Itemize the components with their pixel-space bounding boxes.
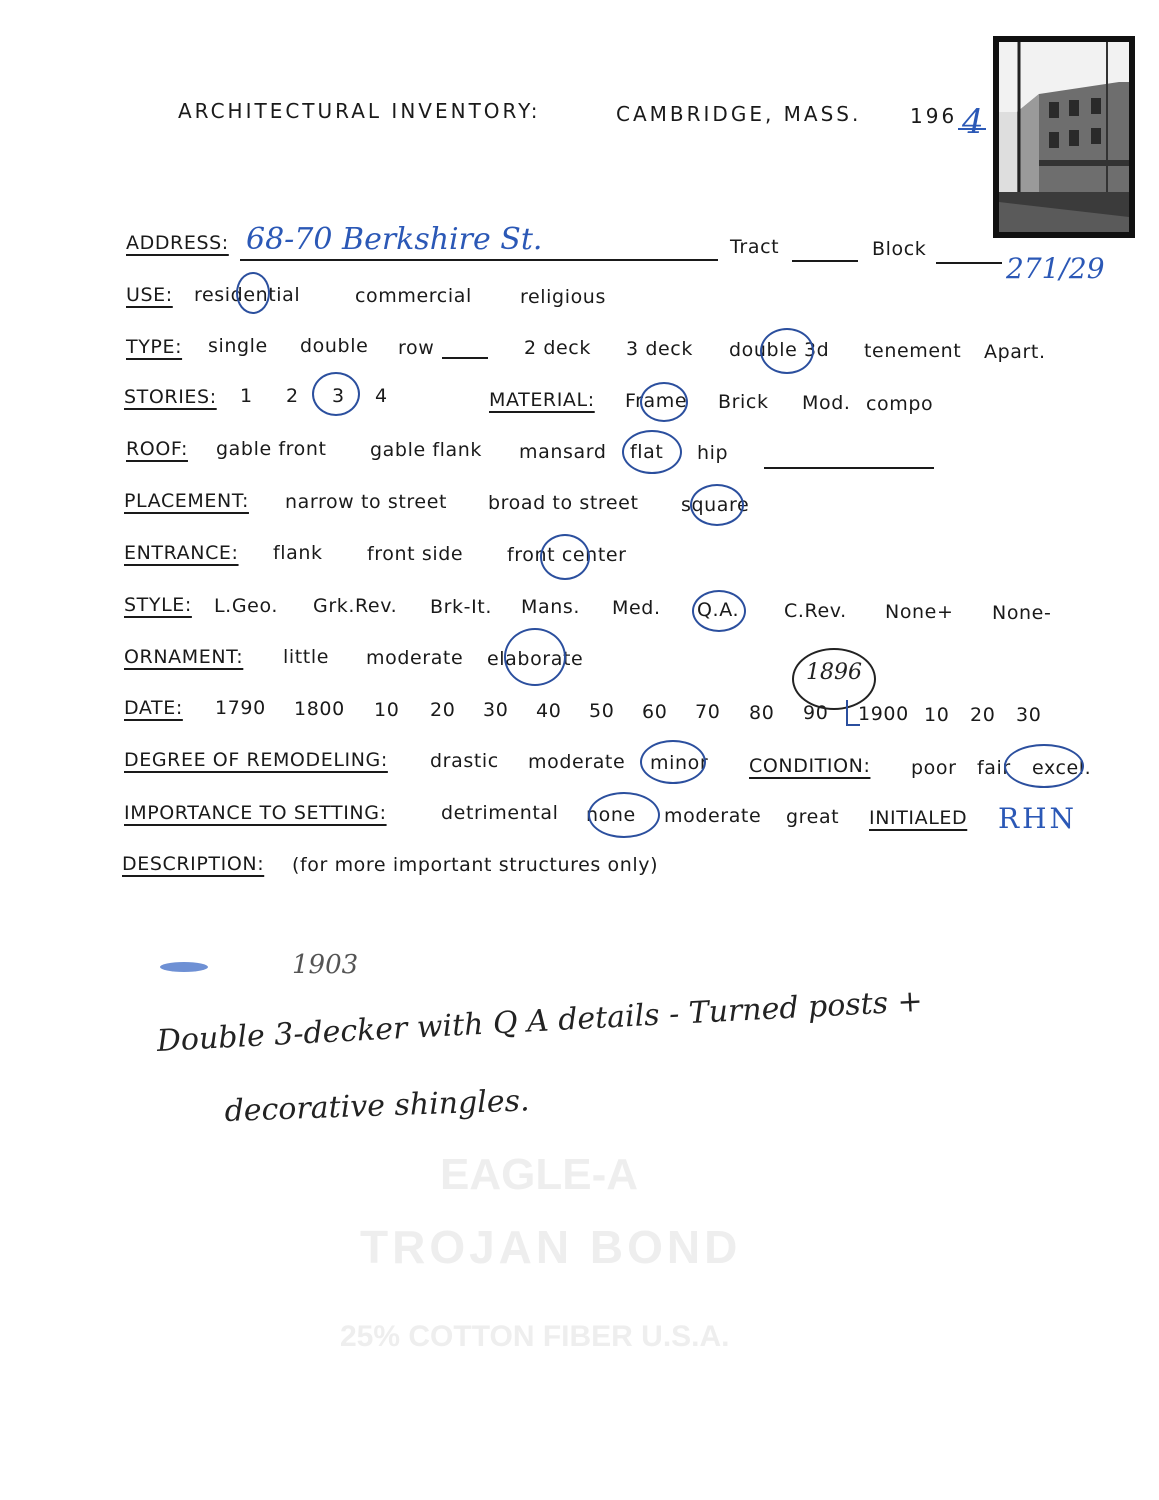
use-option-religious: religious (520, 286, 606, 308)
style-label: STYLE: (124, 594, 192, 616)
remodeling-label: DEGREE OF REMODELING: (124, 749, 388, 771)
remodeling-option-minor: minor (650, 752, 709, 774)
remodeling-selection-circle (640, 740, 709, 784)
initialed-label: INITIALED (869, 807, 968, 829)
tract-label: Tract (730, 236, 780, 258)
stories-label: STORIES: (124, 386, 217, 408)
ornament-option-little: little (283, 646, 330, 668)
block-value: 271/29 (1006, 252, 1105, 285)
placement-label: PLACEMENT: (124, 490, 249, 512)
date-label: DATE: (124, 697, 183, 719)
form-title: ARCHITECTURAL INVENTORY: (178, 99, 541, 123)
use-selection-circle (236, 272, 270, 314)
date-option-90: 90 (803, 702, 829, 724)
date-option-80: 80 (749, 702, 775, 724)
type-option-row: row (398, 337, 435, 359)
watermark-line-3: 25% COTTON FIBER U.S.A. (340, 1320, 730, 1353)
placement-option-broad: broad to street (488, 492, 639, 514)
building-photo (993, 36, 1135, 238)
importance-option-great: great (786, 806, 840, 828)
block-label: Block (872, 238, 927, 260)
condition-selection-circle (1004, 744, 1084, 788)
date-option-1800: 1800 (294, 698, 345, 720)
material-label: MATERIAL: (489, 389, 595, 411)
date-option-60: 60 (642, 701, 668, 723)
roof-option-gable-front: gable front (216, 438, 327, 460)
type-option-single: single (208, 335, 268, 357)
entrance-option-front-side: front side (367, 543, 464, 565)
entrance-option-front-center: front center (507, 544, 627, 566)
use-option-commercial: commercial (355, 285, 472, 307)
material-option-compo: compo (866, 393, 934, 415)
date-option-1920: 20 (970, 704, 996, 726)
condition-option-fair: fair (977, 757, 1011, 779)
style-option-mans: Mans. (521, 596, 581, 618)
type-label: TYPE: (126, 336, 183, 358)
date-handwritten: 1896 (806, 660, 862, 685)
address-value: 68-70 Berkshire St. (246, 222, 543, 257)
style-selection-circle (692, 590, 746, 632)
description-line-2: decorative shingles. (224, 1083, 531, 1129)
importance-label: IMPORTANCE TO SETTING: (124, 802, 387, 824)
placement-option-square: square (681, 494, 750, 516)
remodeling-option-moderate: moderate (528, 751, 626, 773)
date-option-50: 50 (589, 700, 615, 722)
ornament-option-elaborate: elaborate (487, 648, 584, 670)
style-option-brkit: Brk-It. (430, 596, 492, 618)
watermark-line-1: EAGLE-A (440, 1150, 638, 1199)
roof-option-hip: hip (697, 442, 729, 464)
entrance-selection-circle (540, 534, 590, 580)
type-row-line (442, 357, 488, 359)
description-hint: (for more important structures only) (292, 854, 659, 876)
importance-selection-circle (588, 792, 660, 838)
condition-option-excel: excel. (1032, 757, 1092, 779)
style-option-none-plus: None+ (885, 601, 954, 623)
entrance-option-flank: flank (273, 542, 323, 564)
type-selection-circle (760, 328, 814, 374)
date-option-1910: 10 (924, 704, 950, 726)
importance-option-detrimental: detrimental (441, 802, 559, 824)
description-line-1: Double 3-decker with Q A details - Turned posts + (156, 983, 924, 1059)
type-option-apart: Apart. (984, 341, 1046, 363)
use-label: USE: (126, 284, 173, 306)
roof-option-mansard: mansard (519, 441, 607, 463)
material-option-brick: Brick (718, 391, 769, 413)
tract-line (792, 260, 858, 262)
ornament-label: ORNAMENT: (124, 646, 244, 668)
style-option-crev: C.Rev. (784, 600, 847, 622)
type-option-2-deck: 2 deck (524, 337, 591, 359)
placement-selection-circle (690, 484, 744, 526)
style-option-qa: Q.A. (697, 599, 740, 621)
year-underline (958, 128, 986, 130)
use-option-residential: residential (194, 284, 301, 306)
type-option-double-3d: double 3d (729, 339, 830, 361)
address-label: ADDRESS: (126, 232, 229, 254)
style-option-med: Med. (612, 597, 661, 619)
date-option-70: 70 (695, 701, 721, 723)
form-city: CAMBRIDGE, MASS. (616, 102, 862, 126)
initialed-value: RHN (998, 802, 1077, 835)
stories-option-4: 4 (375, 385, 388, 407)
description-label: DESCRIPTION: (122, 853, 265, 875)
description-note-year: 1903 (292, 950, 359, 980)
entrance-label: ENTRANCE: (124, 542, 239, 564)
roof-selection-circle (622, 430, 682, 474)
stories-option-2: 2 (286, 385, 299, 407)
condition-label: CONDITION: (749, 755, 871, 777)
remodeling-option-drastic: drastic (430, 750, 499, 772)
form-year-handwritten: 4 (962, 102, 984, 142)
type-option-tenement: tenement (864, 340, 962, 362)
material-option-mod: Mod. (802, 392, 851, 414)
type-option-double: double (300, 335, 369, 357)
date-option-1930: 30 (1016, 704, 1042, 726)
stories-option-3: 3 (332, 385, 345, 407)
material-option-frame: Frame (625, 390, 688, 412)
material-selection-circle (640, 382, 688, 422)
importance-option-moderate: moderate (664, 805, 762, 827)
ornament-option-moderate: moderate (366, 647, 464, 669)
condition-option-poor: poor (911, 757, 957, 779)
roof-option-flat: flat (630, 441, 664, 463)
roof-other-line (764, 467, 934, 469)
date-option-20: 20 (430, 699, 456, 721)
date-option-30: 30 (483, 699, 509, 721)
date-option-10: 10 (374, 699, 400, 721)
style-option-grkrev: Grk.Rev. (313, 595, 398, 617)
date-bracket-mark (846, 700, 860, 726)
address-line (240, 259, 718, 261)
stories-selection-circle (312, 372, 360, 416)
date-option-1790: 1790 (215, 697, 266, 719)
watermark-line-2: TROJAN BOND (360, 1221, 742, 1273)
roof-label: ROOF: (126, 438, 188, 460)
stories-option-1: 1 (240, 385, 253, 407)
ink-smudge (160, 962, 208, 972)
date-option-40: 40 (536, 700, 562, 722)
block-line (936, 262, 1002, 264)
ornament-selection-circle (504, 628, 566, 686)
placement-option-narrow: narrow to street (285, 491, 448, 513)
date-option-1900: 1900 (858, 703, 909, 725)
roof-option-gable-flank: gable flank (370, 439, 483, 461)
type-option-3-deck: 3 deck (626, 338, 693, 360)
form-year-printed: 196 (910, 104, 958, 128)
style-option-lgeo: L.Geo. (214, 595, 278, 617)
importance-option-none: none (586, 804, 636, 826)
style-option-none-minus: None- (992, 602, 1052, 624)
